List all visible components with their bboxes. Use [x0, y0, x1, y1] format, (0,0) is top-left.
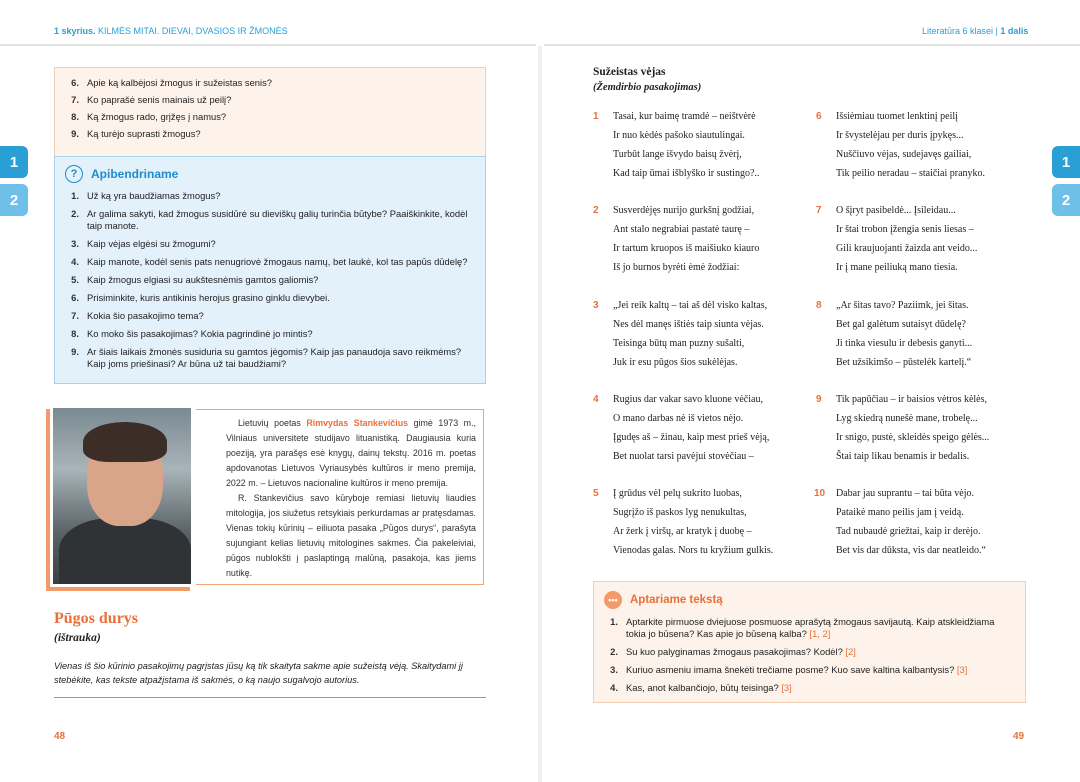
author-bio: [196, 409, 484, 585]
stanza-3: 3 „Jei reik kaltų – tai aš dėl visko kaltas, Nes dėl manęs ištiės taip siunta vėjas. Teisinga būtų man puzny sušalti, Juk ir esu pūgos šios sukėlėjas.: [593, 300, 768, 368]
list-item: 7. Kokia šio pasakojimo tema?: [71, 310, 204, 321]
author-photo: [50, 405, 194, 587]
stanza-2: 2 Susverdėjęs nurijo gurkšnį godžiai, Ant stalo negrabiai pastatė taurę – Ir tartum kruopos iš maišiuko kiauro Iš jo burnos byrėti ėmė žodžiai:: [593, 205, 760, 273]
summary-box: [54, 156, 486, 384]
bio-paragraph-2: R. Stankevičius savo kūryboje remiasi lietuvių liaudies mitologija, jos siužetus retsykiais perkurdamas ar pratęsdamas. Vienas tokių kūrinių – eiliuota pasaka „Pūgos durys“, parašyta sujungiant kelias lietuvių mitologines sakmes. Čia pakeleiviai, pūgos nublokšti į paslaptingą malūną, pasakoja, kas jiems nutikę.: [226, 493, 476, 578]
poem-subtitle: (Žemdirbio pasakojimas): [593, 82, 702, 93]
list-item: 2. Su kuo palyginamas žmogaus pasakojimas? Kodėl? [2]: [610, 646, 856, 657]
list-item: 5. Kaip žmogus elgiasi su aukštesnėmis gamtos galiomis?: [71, 274, 319, 285]
question-mark-icon: ?: [65, 165, 83, 183]
chapter-header: 1 skyrius. KILMĖS MITAI. DIEVAI, DVASIOS IR ŽMONĖS: [54, 26, 288, 36]
summary-heading: ? Apibendriname: [65, 165, 178, 183]
work-title: Pūgos durys: [54, 610, 139, 627]
list-item: 4. Kas, anot kalbančiojo, būtų teisinga? [3]: [610, 682, 792, 693]
discussion-box: [593, 581, 1026, 703]
summary-list: [65, 190, 477, 370]
list-item: 9. Ką turėjo suprasti žmogus?: [71, 128, 201, 139]
list-item: 6. Apie ką kalbėjosi žmogus ir sužeistas senis?: [71, 77, 272, 88]
list-item: 2. Ar galima sakyti, kad žmogus susidūrė su dieviškų galių turinčia būtybe? Paaiškinkite, kodėl taip manote.: [71, 208, 468, 231]
stanza-8: 8 „Ar šitas tavo? Paziimk, jei šitas. Bet gal galėtum sutaisyt dūdelę? Ji tinka viesulu ir debesis ganyti... Bet užsikimšo – pūstelėk kartelį.“: [816, 300, 973, 368]
list-item: 3. Kuriuo asmeniu imama šnekėti trečiame posme? Kuo save kaltina kalbantysis? [3]: [610, 664, 968, 675]
stanza-6: 6 Išsiėmiau tuomet lenktinį peilį Ir švystelėjau per duris įpykęs... Nuščiuvo vėjas, sudejavęs gailiai, Tik peilio neradau – staičiai pranyko.: [816, 111, 986, 179]
list-item: 3. Kaip vėjas elgėsi su žmogumi?: [71, 238, 216, 249]
section-tab-2-left[interactable]: 2: [0, 184, 28, 216]
stanza-9: 9 Tik papūčiau – ir baisios vėtros kėlės, Lyg skiedrą nunešė mane, trobelę... Ir snigo, pustė, skleidės speigo gėlės... Štai taip likau benamis ir bedalis.: [816, 394, 990, 462]
section-tab-2-right[interactable]: 2: [1052, 184, 1080, 216]
stanza-1: 1 Tasai, kur baimę tramdė – neištvėrė Ir nuo kėdės pašoko siautulingai. Turbūt lange išvydo baisų žvėrį, Kad taip ūmai išblyško ir sustingo?..: [593, 111, 760, 179]
chat-bubble-icon: •••: [604, 591, 622, 609]
section-tab-1-left[interactable]: 1: [0, 146, 28, 178]
list-item: 1. Už ką yra baudžiamas žmogus?: [71, 190, 221, 201]
list-item: 7. Ko paprašė senis mainais už peilį?: [71, 94, 232, 105]
intro-rule: [54, 697, 486, 698]
poem-title: Sužeistas vėjas: [593, 66, 666, 78]
stanza-10: 10 Dabar jau suprantu – tai būta vėjo. Pataikė mano peilis jam į veidą. Tad nubaudė griežtai, kaip ir derėjo. Bet vis dar dūksta, vis dar neatleido.“: [814, 488, 986, 556]
photo-body: [59, 518, 191, 587]
page-number-right: 49: [1013, 731, 1025, 742]
list-item: 8. Ko moko šis pasakojimas? Kokia pagrindinė jo mintis?: [71, 328, 313, 339]
list-item: 4. Kaip manote, kodėl senis pats nenugriovė žmogaus namų, bet laukė, kol tas papūs dūdelę?: [71, 256, 468, 267]
page-number-left: 48: [54, 731, 66, 742]
list-item: 6. Prisiminkite, kuris antikinis herojus grasino ginklu dievybei.: [71, 292, 330, 303]
photo-hair: [83, 422, 167, 462]
questions-box: [54, 67, 486, 157]
list-item: 8. Ką žmogus rado, grįžęs į namus?: [71, 111, 227, 122]
bio-paragraph-1: Lietuvių poetas Rimvydas Stankevičius gimė 1973 m., Vilniaus universitete studijavo lituanistiką. Daugiausia kuria poeziją, yra parašęs esė knygų, dainų tekstų. 2016 m. poetas apdovanotas Lietuvos Vyriausybės kultūros ir meno premija, 2022 m. – Lietuvos nacionaline kultūros ir meno premija.: [226, 418, 477, 488]
discussion-list: [604, 616, 1016, 694]
list-item: 9. Ar šiais laikais žmonės susiduria su gamtos jėgomis? Kaip jas panaudoja savo reikmėms? Kaip joms priešinasi? Ar būna už tai baudžiami?: [71, 346, 462, 369]
discussion-heading: ••• Aptariame tekstą: [604, 591, 723, 609]
stanza-4: 4 Rugius dar vakar savo kluone vėčiau, O mano darbas nė iš vietos nėjo. Įgudęs aš – žinau, kaip mest prieš vėją, Bet nuolat tarsi pavėjui stovėčiau –: [593, 394, 770, 462]
author-name: Rimvydas Stankevičius: [306, 418, 409, 428]
stanza-7: 7 O šįryt pasibeldė... Įsileidau... Ir štai trobon įžengia senis liesas – Gili kraujuojanti žaizda ant veido... Ir į mane peiliuką mano tiesia.: [816, 205, 978, 273]
work-subtitle: (ištrauka): [54, 632, 101, 644]
work-intro: Vienas iš šio kūrinio pasakojimų pagrįstas jūsų ką tik skaityta sakme apie sužeistą vėją. Skaitydami jį stebėkite, kas tekste atpažįstama iš sakmės, o ką naujo sugalvojo autorius.: [54, 661, 463, 685]
stanza-5: 5 Į grūdus vėl pelų sukrito luobas, Sugrįžo iš paskos lyg nenukultas, Ar žerk į viršų, ar kratyk į duobę – Vienodas galas. Nors tu kryžium gulkis.: [593, 488, 774, 556]
list-item: 1. Aptarkite pirmuose dviejuose posmuose aprašytą žmogaus savijautą. Kaip atskleidžiama tokia jo būsena? Kas apie jo būseną kalba? [1, 2]: [610, 616, 995, 639]
page-gutter: [538, 46, 542, 782]
header-rule-right: [544, 44, 1080, 46]
questions-list: [65, 77, 475, 140]
section-tab-1-right[interactable]: 1: [1052, 146, 1080, 178]
header-rule-left: [0, 44, 536, 46]
book-header: Literatūra 6 klasei | 1 dalis: [922, 26, 1029, 36]
